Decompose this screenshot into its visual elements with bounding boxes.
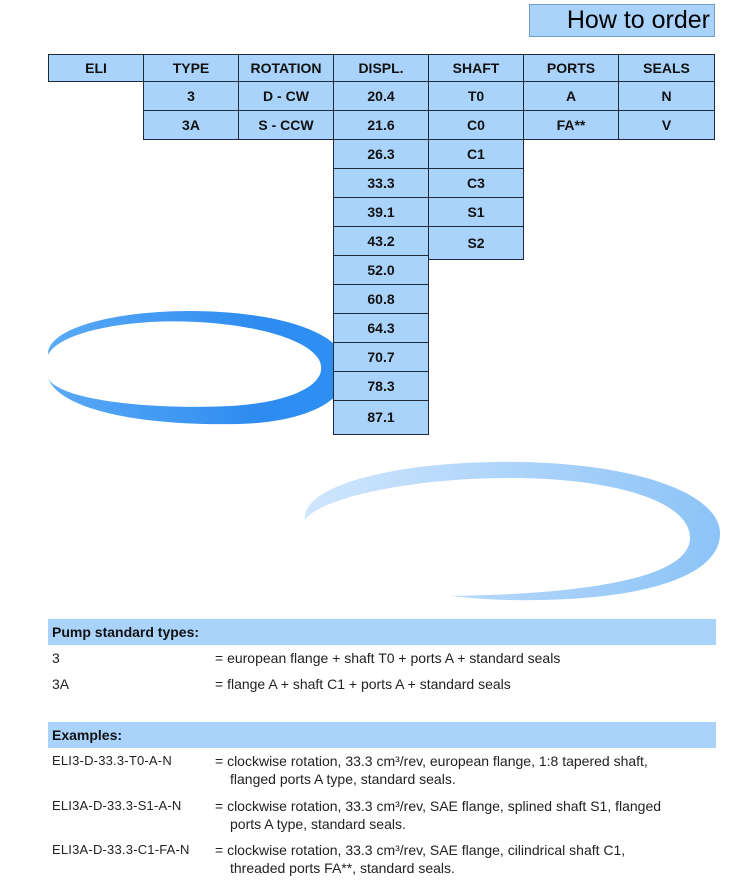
example-code: ELI3A-D-33.3-S1-A-N bbox=[52, 798, 182, 813]
header-seals: SEALS bbox=[618, 54, 715, 82]
shaft-cell: T0 bbox=[428, 81, 524, 111]
seals-cell: N bbox=[618, 81, 715, 111]
displ-cell: 20.4 bbox=[333, 81, 429, 111]
swoosh-light-shape bbox=[305, 462, 720, 600]
example-code: ELI3-D-33.3-T0-A-N bbox=[52, 753, 172, 768]
example-code: ELI3A-D-33.3-C1-FA-N bbox=[52, 842, 190, 857]
examples-heading: Examples: bbox=[48, 722, 716, 748]
ports-cell: A bbox=[523, 81, 619, 111]
type-cell: 3 bbox=[143, 81, 239, 111]
header-rotation: ROTATION bbox=[238, 54, 334, 82]
shaft-cell: S2 bbox=[428, 226, 524, 260]
example-desc-line1: = clockwise rotation, 33.3 cm³/rev, SAE flange, cilindrical shaft C1, bbox=[215, 842, 626, 858]
header-ports: PORTS bbox=[523, 54, 619, 82]
shaft-cell: C0 bbox=[428, 110, 524, 140]
swoosh-dark-shape bbox=[48, 311, 347, 424]
standard-type-code: 3A bbox=[52, 676, 70, 692]
example-desc-line2: ports A type, standard seals. bbox=[230, 816, 406, 832]
example-desc-line2: threaded ports FA**, standard seals. bbox=[230, 860, 455, 876]
page-title: How to order bbox=[529, 4, 715, 37]
header-shaft: SHAFT bbox=[428, 54, 524, 82]
type-cell: 3A bbox=[143, 110, 239, 140]
seals-cell: V bbox=[618, 110, 715, 140]
example-desc-line2: flanged ports A type, standard seals. bbox=[230, 771, 456, 787]
displ-cell: 33.3 bbox=[333, 168, 429, 198]
shaft-cell: C1 bbox=[428, 139, 524, 169]
displ-cell: 43.2 bbox=[333, 226, 429, 256]
displ-cell: 64.3 bbox=[333, 313, 429, 343]
example-desc bbox=[215, 841, 707, 877]
rotation-cell: S - CCW bbox=[238, 110, 334, 140]
shaft-cell: S1 bbox=[428, 197, 524, 227]
displ-cell: 78.3 bbox=[333, 371, 429, 401]
example-desc-line1: = clockwise rotation, 33.3 cm³/rev, SAE flange, splined shaft S1, flanged bbox=[215, 798, 662, 814]
displ-cell: 70.7 bbox=[333, 342, 429, 372]
standard-types-heading: Pump standard types: bbox=[48, 619, 716, 645]
displ-cell: 21.6 bbox=[333, 110, 429, 140]
header-eli: ELI bbox=[48, 54, 144, 82]
rotation-cell: D - CW bbox=[238, 81, 334, 111]
example-desc bbox=[215, 797, 707, 833]
header-displ: DISPL. bbox=[333, 54, 429, 82]
displ-cell: 52.0 bbox=[333, 255, 429, 285]
displ-cell: 26.3 bbox=[333, 139, 429, 169]
standard-type-desc: = european flange + shaft T0 + ports A + standard seals bbox=[215, 650, 561, 666]
example-desc bbox=[215, 752, 707, 788]
displ-cell: 39.1 bbox=[333, 197, 429, 227]
displ-cell: 87.1 bbox=[333, 400, 429, 435]
displ-cell: 60.8 bbox=[333, 284, 429, 314]
shaft-cell: C3 bbox=[428, 168, 524, 198]
standard-type-desc: = flange A + shaft C1 + ports A + standard seals bbox=[215, 676, 511, 692]
example-desc-line1: = clockwise rotation, 33.3 cm³/rev, european flange, 1:8 tapered shaft, bbox=[215, 753, 648, 769]
ports-cell: FA** bbox=[523, 110, 619, 140]
header-type: TYPE bbox=[143, 54, 239, 82]
standard-type-code: 3 bbox=[52, 650, 60, 666]
